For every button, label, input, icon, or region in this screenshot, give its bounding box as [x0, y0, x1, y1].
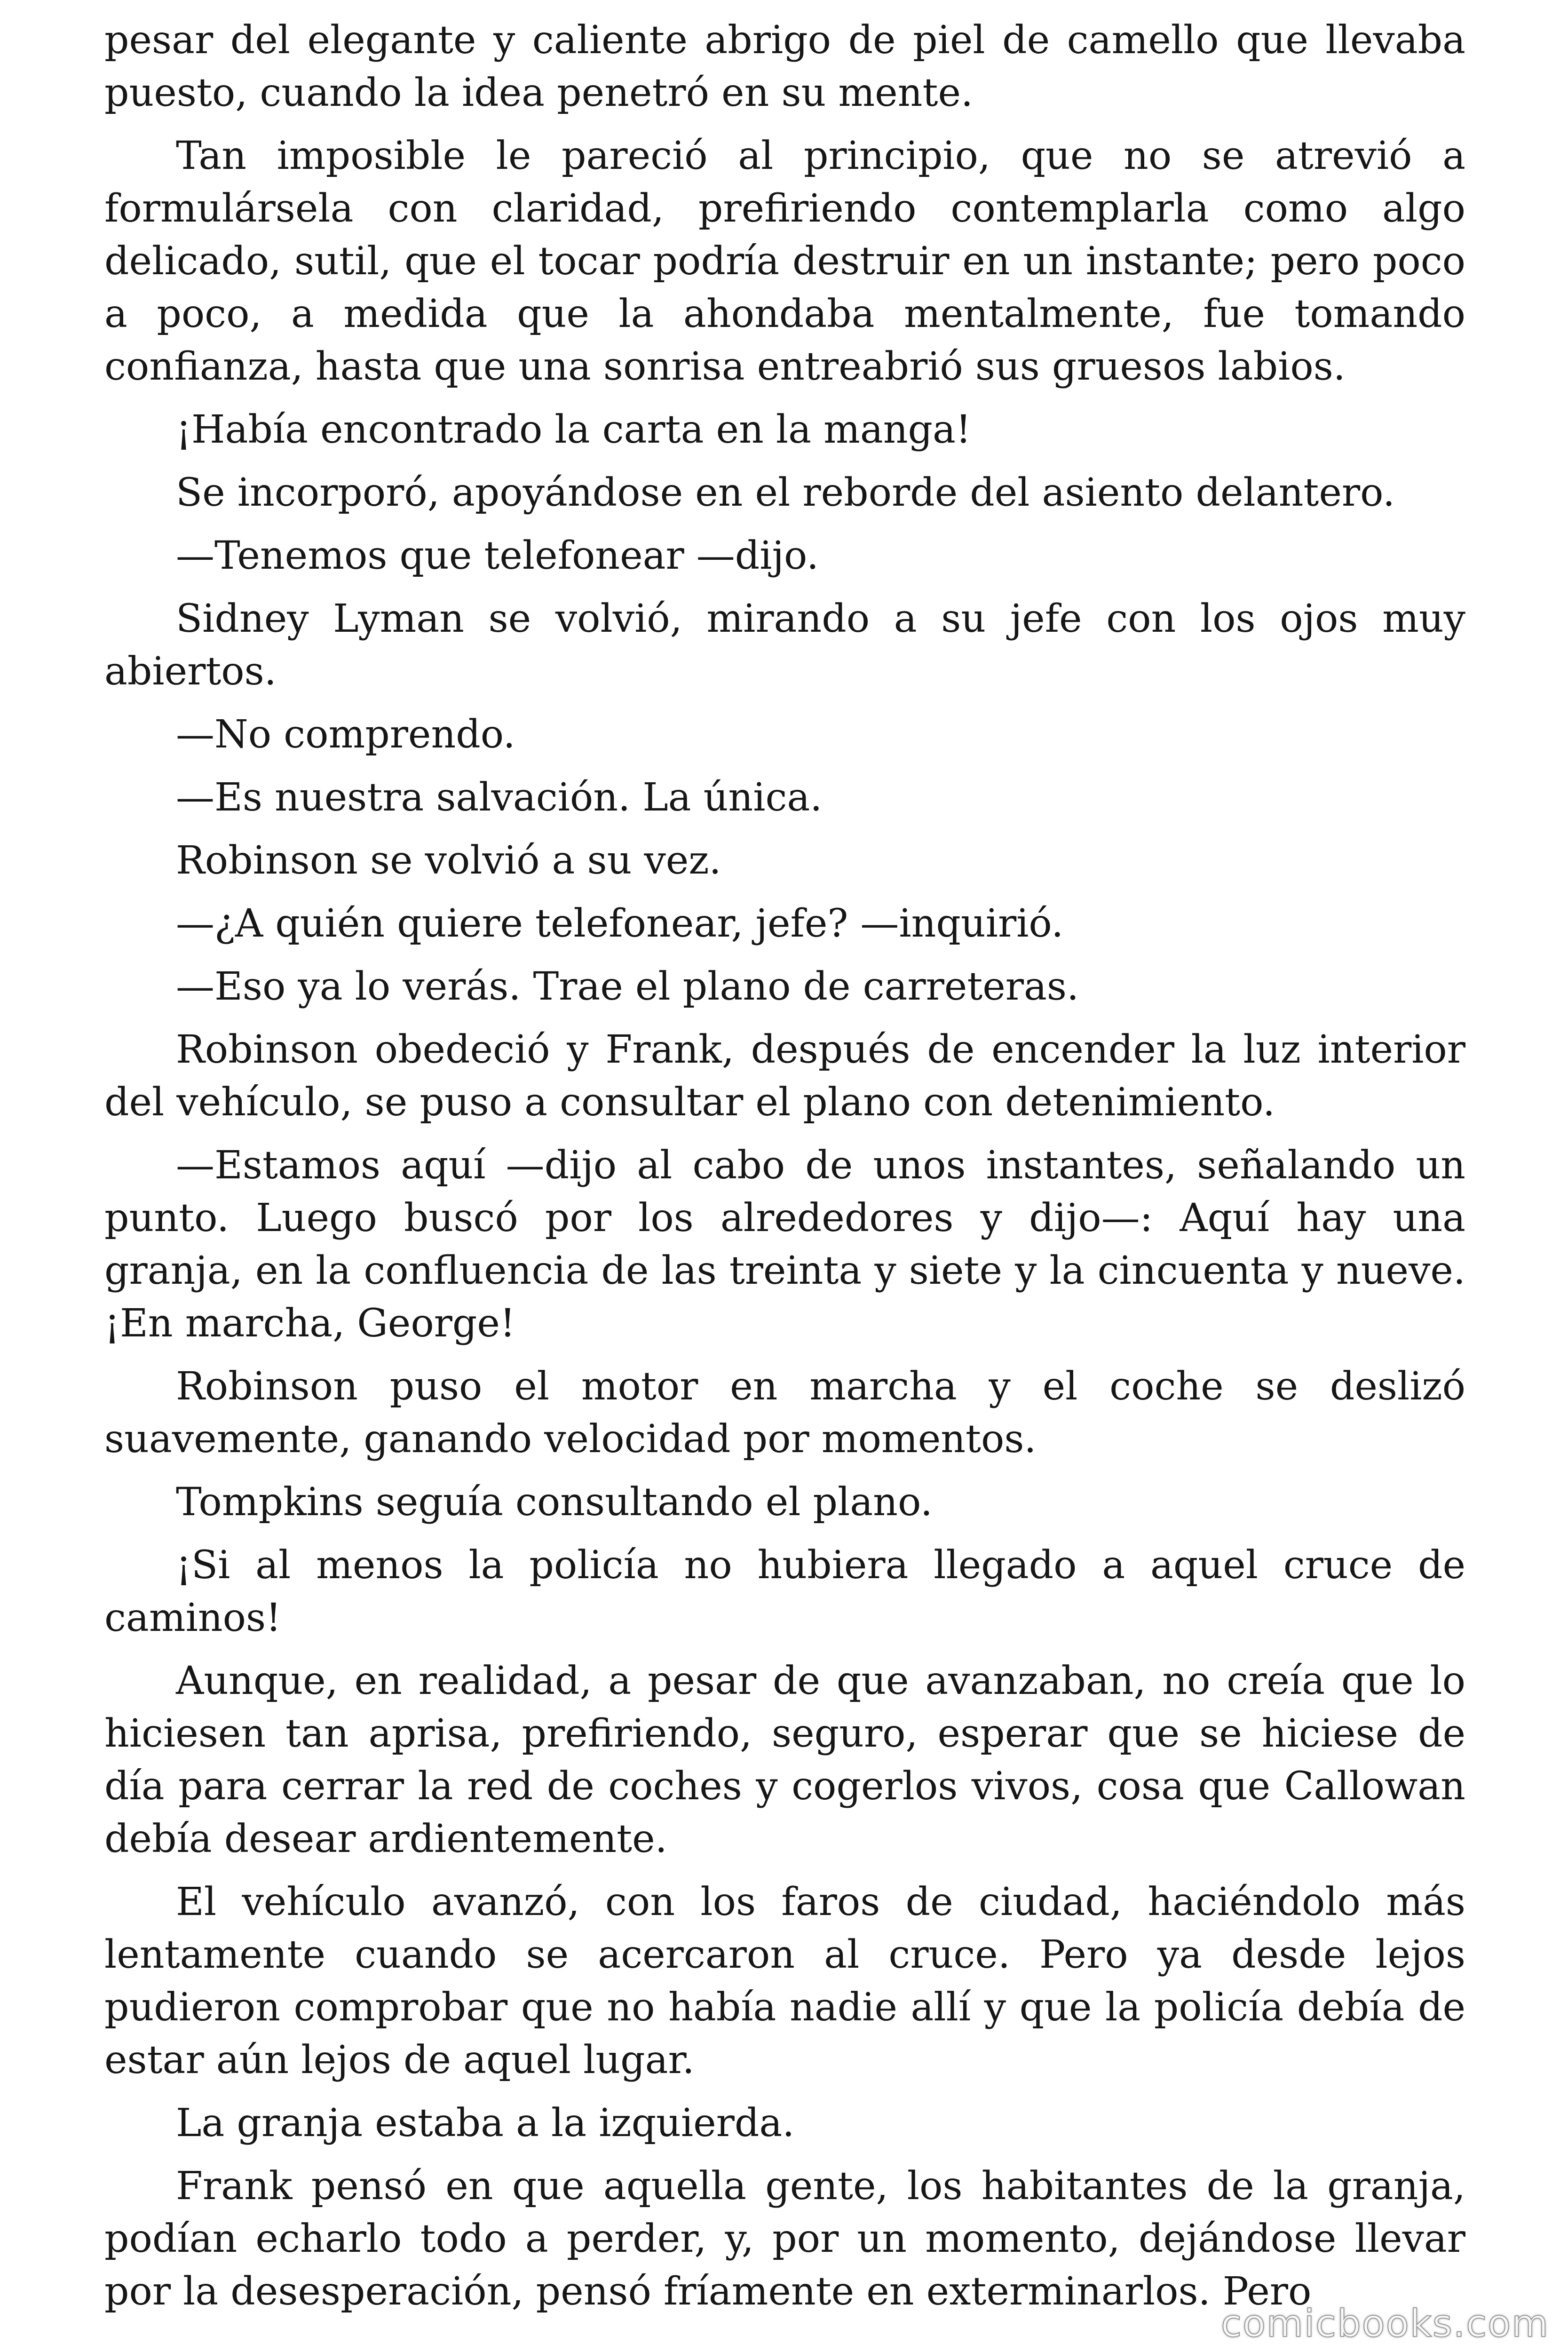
paragraph: —Estamos aquí —dijo al cabo de unos instantes, señalando un punto. Luego buscó por los alrededores y dijo—: Aquí hay una granja, en la confluencia de las treinta y siete y la cincuenta y nueve. ¡En marcha, George!	[104, 1143, 1465, 1346]
paragraph: —Tenemos que telefonear —dijo.	[176, 533, 819, 578]
paragraph: —Es nuestra salvación. La única.	[176, 775, 823, 820]
paragraph: Sidney Lyman se volvió, mirando a su jefe con los ojos muy abiertos.	[104, 596, 1465, 694]
paragraph: —Eso ya lo verás. Trae el plano de carreteras.	[176, 964, 1079, 1009]
paragraph: Se incorporó, apoyándose en el reborde del asiento delantero.	[176, 470, 1395, 515]
paragraph: Aunque, en realidad, a pesar de que avanzaban, no creía que lo hiciesen tan aprisa, prefiriendo, seguro, esperar que se hiciese de día para cerrar la red de coches y cogerlos vivos, cosa que Callowan debía desear ardientemente.	[104, 1659, 1465, 1861]
paragraph: —No comprendo.	[176, 712, 515, 757]
paragraph: La granja estaba a la izquierda.	[176, 2101, 795, 2145]
paragraph: Tompkins seguía consultando el plano.	[176, 1480, 933, 1525]
paragraph: ¡Había encontrado la carta en la manga!	[176, 407, 971, 452]
paragraph: pesar del elegante y caliente abrigo de piel de camello que llevaba puesto, cuando la idea penetró en su mente.	[104, 18, 1465, 115]
paragraph: ¡Si al menos la policía no hubiera llegado a aquel cruce de caminos!	[104, 1543, 1465, 1640]
book-page	[104, 14, 1465, 2338]
paragraph: —¿A quién quiere telefonear, jefe? —inquirió.	[176, 901, 1064, 946]
paragraph: Frank pensó en que aquella gente, los habitantes de la granja, podían echarlo todo a perder, y, por un momento, dejándose llevar por la desesperación, pensó fríamente en exterminarlos. Pero	[104, 2164, 1465, 2314]
watermark: comicbooks.com	[1220, 2302, 1549, 2345]
paragraph: Robinson obedeció y Frank, después de encender la luz interior del vehículo, se puso a consultar el plano con detenimiento.	[104, 1027, 1465, 1125]
paragraph: Tan imposible le pareció al principio, que no se atrevió a formulársela con claridad, prefiriendo contemplarla como algo delicado, sutil, que el tocar podría destruir en un instante; pero poco a poco, a medida que la ahondaba mentalmente, fue tomando confianza, hasta que una sonrisa entreabrió sus gruesos labios.	[104, 134, 1465, 389]
paragraph: Robinson se volvió a su vez.	[176, 838, 721, 883]
paragraph: Robinson puso el motor en marcha y el coche se deslizó suavemente, ganando velocidad por momentos.	[104, 1364, 1465, 1462]
paragraph: El vehículo avanzó, con los faros de ciudad, haciéndolo más lentamente cuando se acercaron al cruce. Pero ya desde lejos pudieron comprobar que no había nadie allí y que la policía debía de estar aún lejos de aquel lugar.	[104, 1880, 1465, 2082]
